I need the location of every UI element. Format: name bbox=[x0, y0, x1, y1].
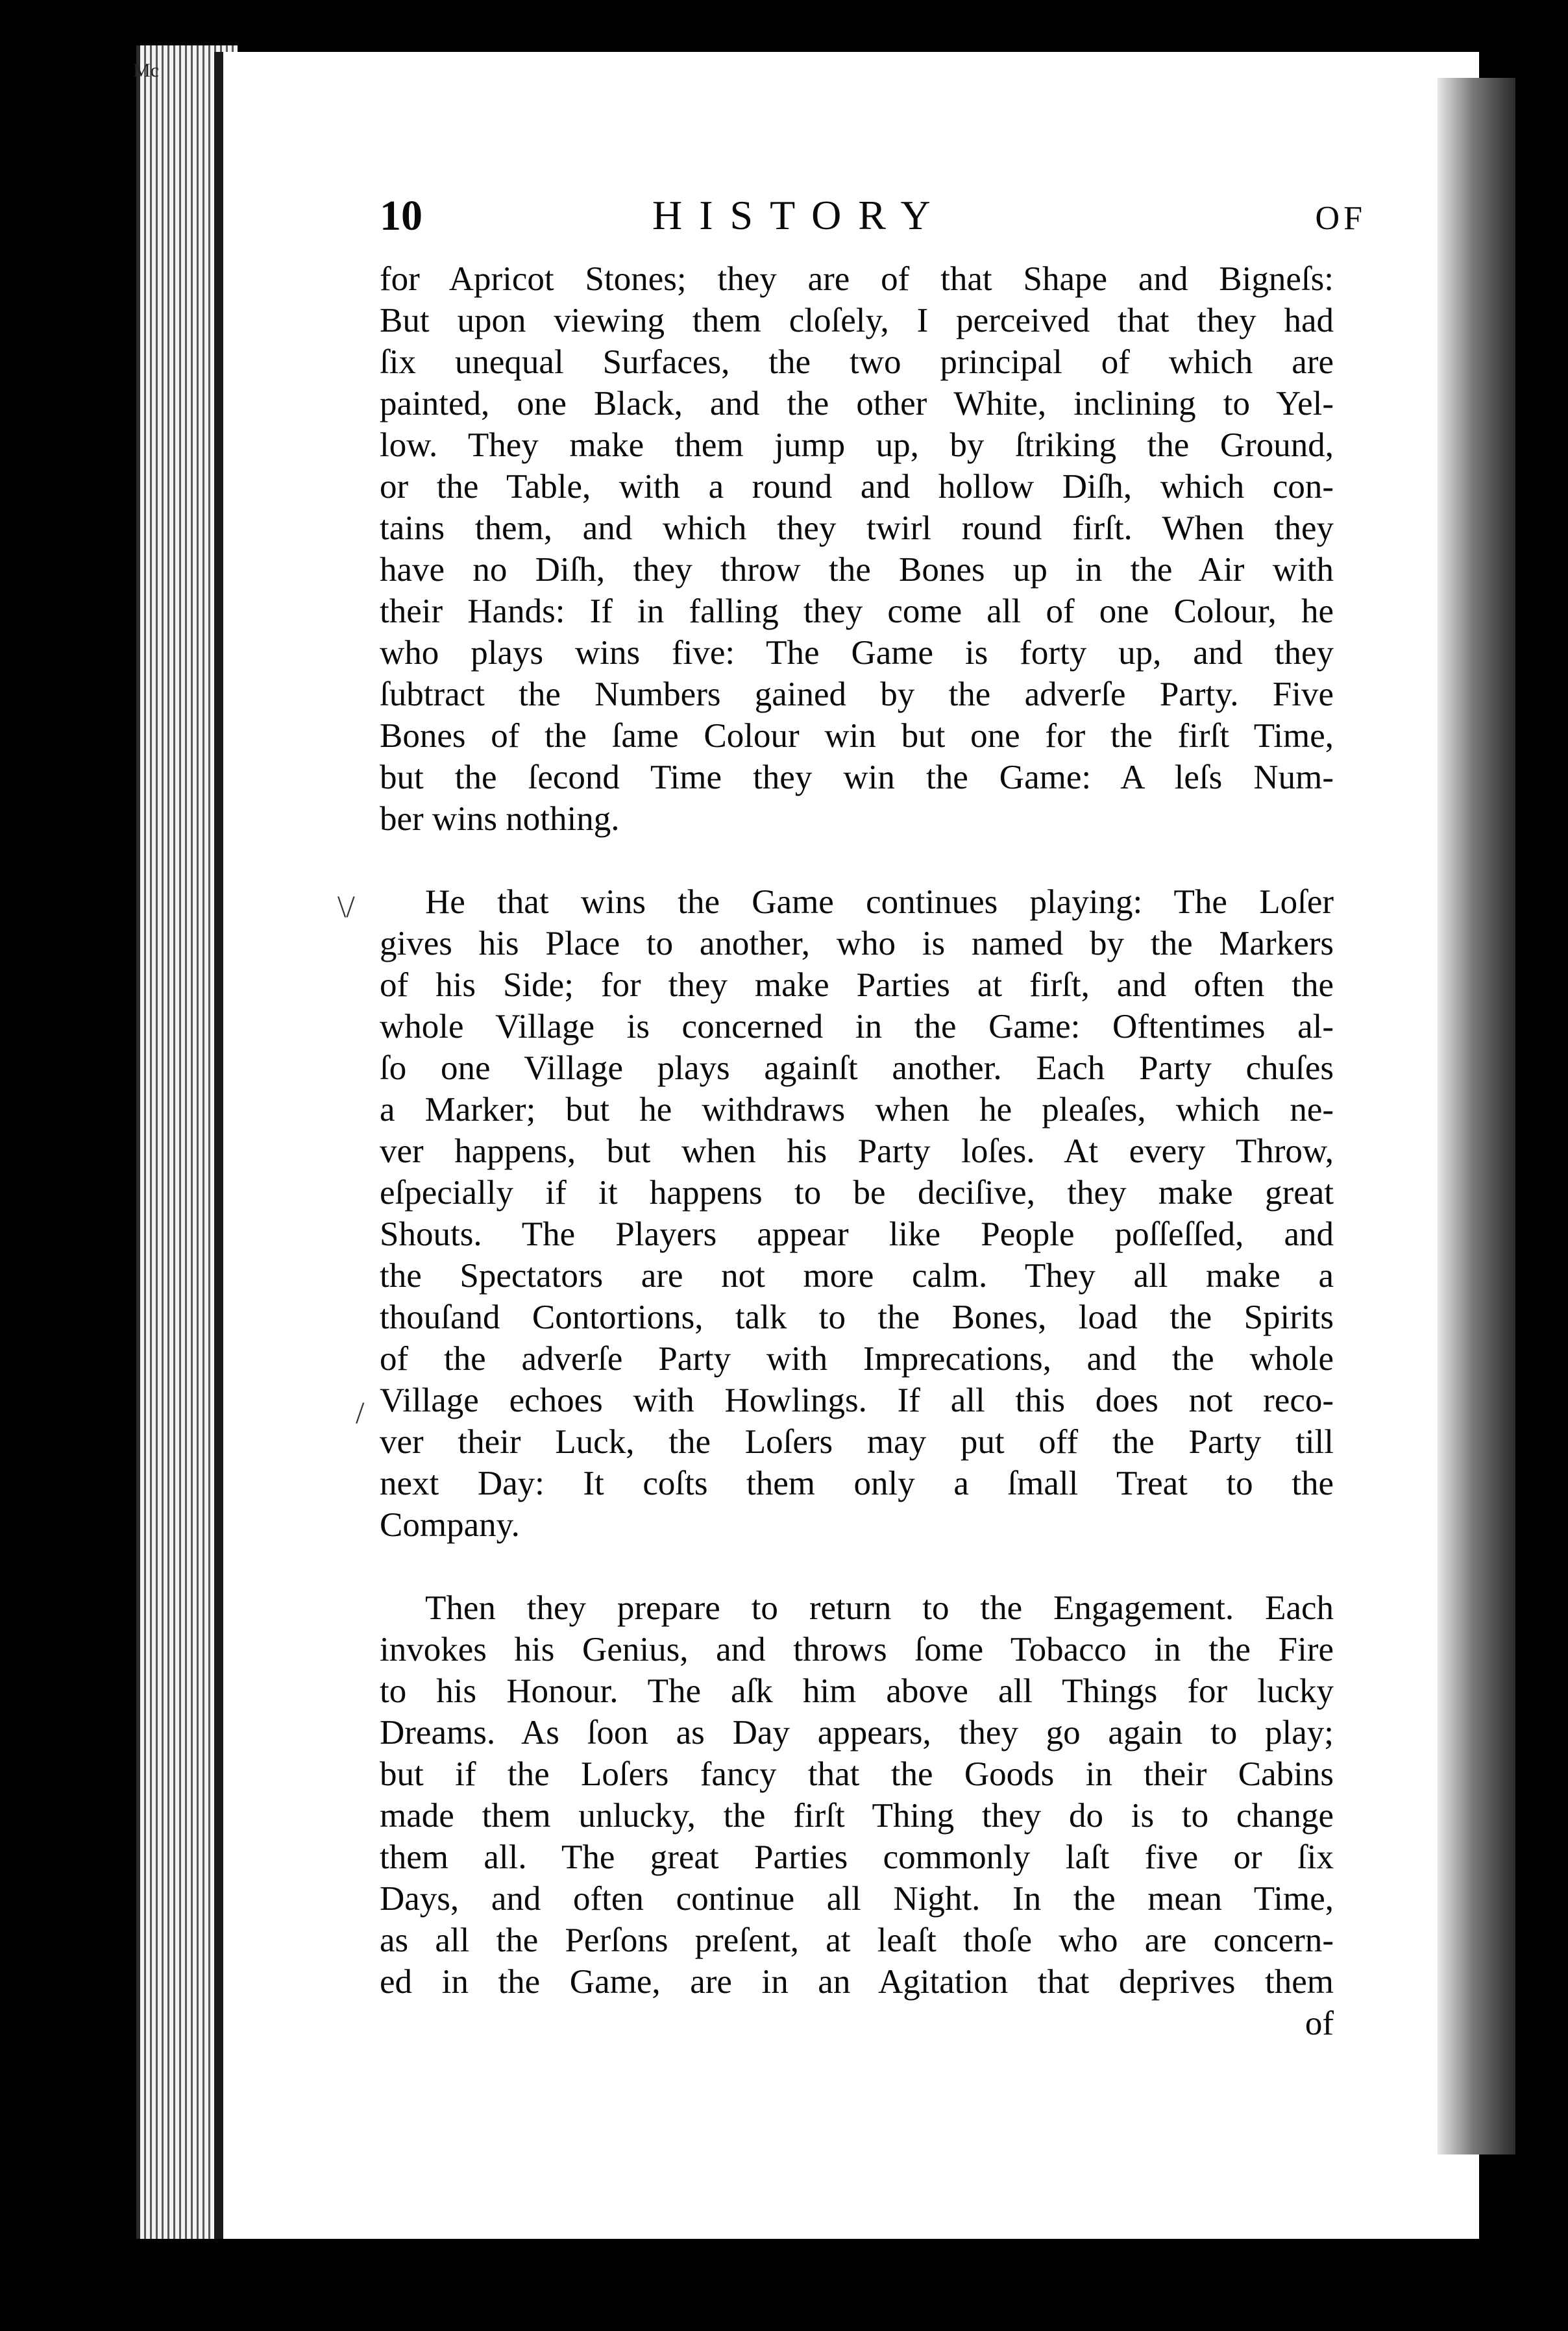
text-line: invokes his Genius, and throws ſome Tobacco in the Fire bbox=[380, 1631, 1334, 1668]
text-line: ſubtract the Numbers gained by the adverſe Party. Five bbox=[380, 676, 1334, 713]
text-line: next Day: It coſts them only a ſmall Treat to the bbox=[380, 1465, 1334, 1502]
text-line: or the Table, with a round and hollow Diſh, which con- bbox=[380, 468, 1334, 506]
text-line: Then they prepare to return to the Engagement. Each bbox=[425, 1589, 1334, 1627]
running-title: HISTORY bbox=[652, 192, 948, 238]
text-line: But upon viewing them cloſely, I perceived that they had bbox=[380, 302, 1334, 339]
text-line: tains them, and which they twirl round firſt. When they bbox=[380, 509, 1334, 547]
text-line: their Hands: If in falling they come all of one Colour, he bbox=[380, 592, 1334, 630]
text-line: eſpecially if it happens to be deciſive, they make great bbox=[380, 1174, 1334, 1212]
text-line: Shouts. The Players appear like People poſſeſſed, and bbox=[380, 1215, 1334, 1253]
paragraph bbox=[380, 258, 1334, 840]
paragraph-gap bbox=[380, 840, 1334, 881]
body-text bbox=[380, 258, 1334, 2044]
text-line: ſo one Village plays againſt another. Each Party chuſes bbox=[380, 1049, 1334, 1087]
text-line: of the adverſe Party with Imprecations, and the whole bbox=[380, 1340, 1334, 1378]
page-number: 10 bbox=[380, 192, 423, 239]
text-line: of his Side; for they make Parties at firſt, and often the bbox=[380, 966, 1334, 1004]
text-line: Company. bbox=[380, 1506, 520, 1544]
paragraph-gap bbox=[380, 1546, 1334, 1587]
text-line: have no Diſh, they throw the Bones up in the Air with bbox=[380, 551, 1334, 589]
catchword: of bbox=[1305, 2005, 1334, 2042]
text-line: Bones of the ſame Colour win but one for the firſt Time, bbox=[380, 717, 1334, 755]
text-line: ed in the Game, are in an Agitation that deprives them bbox=[380, 1963, 1334, 2001]
text-line: painted, one Black, and the other White, inclining to Yel- bbox=[380, 385, 1334, 422]
text-line: the Spectators are not more calm. They all make a bbox=[380, 1257, 1334, 1295]
text-line: for Apricot Stones; they are of that Shape and Bigneſs: bbox=[380, 260, 1334, 298]
running-head bbox=[380, 191, 1366, 250]
text-line: ber wins nothing. bbox=[380, 800, 620, 838]
text-line: ſix unequal Surfaces, the two principal of which are bbox=[380, 343, 1334, 381]
text-line: but the ſecond Time they win the Game: A leſs Num- bbox=[380, 759, 1334, 796]
margin-mark: \/ bbox=[337, 890, 355, 924]
text-line: whole Village is concerned in the Game: Oftentimes al- bbox=[380, 1008, 1334, 1045]
paragraph bbox=[380, 1587, 1334, 2003]
margin-mark: / bbox=[356, 1396, 365, 1430]
text-line: who plays wins five: The Game is forty up, and they bbox=[380, 634, 1334, 672]
gutter-shadow bbox=[1438, 78, 1515, 2154]
text-line: Days, and often continue all Night. In the mean Time, bbox=[380, 1880, 1334, 1918]
text-line: Dreams. As ſoon as Day appears, they go again to play; bbox=[380, 1714, 1334, 1751]
text-line: to his Honour. The aſk him above all Things for lucky bbox=[380, 1672, 1334, 1710]
text-line: as all the Perſons preſent, at leaſt thoſe who are concern- bbox=[380, 1922, 1334, 1959]
text-line: low. They make them jump up, by ſtriking the Ground, bbox=[380, 426, 1334, 464]
paragraph bbox=[380, 881, 1334, 1546]
text-line: He that wins the Game continues playing: The Loſer bbox=[425, 883, 1334, 921]
edge-label: Mc bbox=[133, 60, 159, 81]
text-line: them all. The great Parties commonly laſt five or ſix bbox=[380, 1838, 1334, 1876]
running-title-of: OF bbox=[1315, 200, 1366, 237]
text-line: made them unlucky, the firſt Thing they do is to change bbox=[380, 1797, 1334, 1835]
text-line: thouſand Contortions, talk to the Bones, load the Spirits bbox=[380, 1299, 1334, 1336]
text-line: a Marker; but he withdraws when he pleaſes, which ne- bbox=[380, 1091, 1334, 1129]
text-line: but if the Loſers fancy that the Goods in their Cabins bbox=[380, 1755, 1334, 1793]
text-line: ver happens, but when his Party loſes. At every Throw, bbox=[380, 1132, 1334, 1170]
text-line: Village echoes with Howlings. If all this does not reco- bbox=[380, 1382, 1334, 1419]
text-line: gives his Place to another, who is named by the Markers bbox=[380, 925, 1334, 962]
text-line: ver their Luck, the Loſers may put off the Party till bbox=[380, 1423, 1334, 1461]
